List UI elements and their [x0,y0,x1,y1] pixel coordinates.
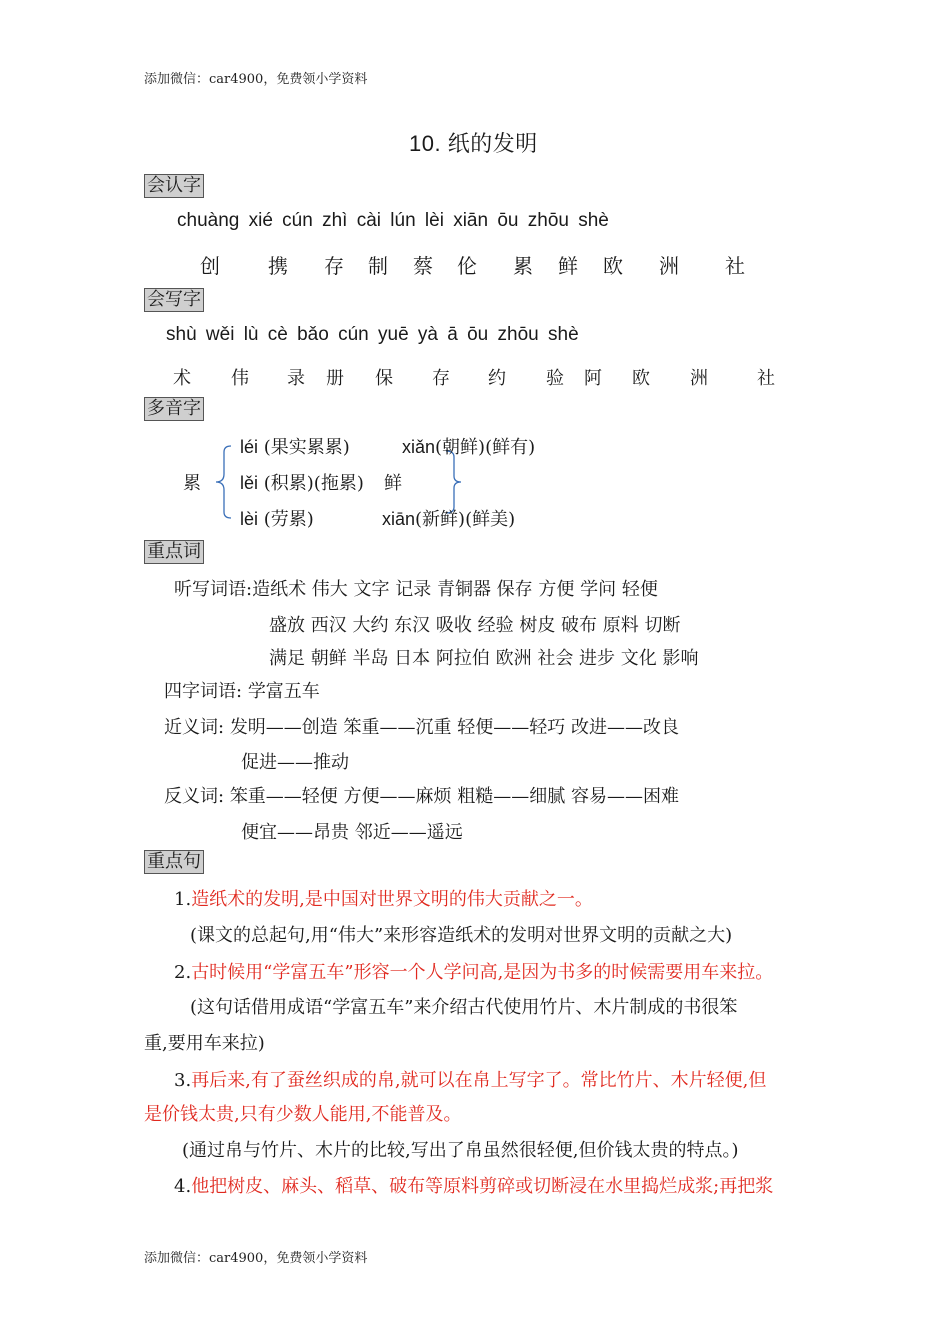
recognize-char: 存 [324,254,344,278]
synonym-words: 发明——创造 笨重——沉重 轻便——轻巧 改进——改良 [229,717,679,738]
write-char: 册 [326,368,344,389]
polyphone-reading [382,505,515,531]
sentence-note: (这句话借用成语“学富五车”来介绍古代使用竹片、木片制成的书很笨 [190,997,738,1018]
recognize-char: 欧 [603,254,623,278]
write-char: 欧 [632,368,650,389]
write-pinyin: shù wěi lù cè bǎo cún yuē yà ā ōu zhōu shè [166,324,579,345]
recognize-char: 累 [513,254,533,278]
reading-pinyin: xiǎn [402,437,436,457]
page-header: 添加微信：car4900，免费领小学资料 [144,72,368,87]
polyphone-reading [240,505,314,531]
key-sentence [174,1066,766,1092]
sentence-text: 再后来,有了蚕丝织成的帛,就可以在帛上写字了。常比竹片、木片轻便,但 [191,1070,767,1091]
page-footer: 添加微信：car4900，免费领小学资料 [144,1251,368,1266]
write-char: 社 [757,368,775,389]
recognize-char: 社 [725,254,745,278]
reading-pinyin: léi [240,437,259,457]
sentence-number: 3. [174,1070,192,1091]
idiom-label: 四字词语: [164,681,243,702]
dictation-words: 盛放 西汉 大约 东汉 吸收 经验 树皮 破布 原料 切断 [269,615,681,636]
write-char: 阿 [584,368,602,389]
synonym-line [164,713,679,739]
sentence-text: 造纸术的发明,是中国对世界文明的伟大贡献之一。 [191,889,593,910]
idiom-line [164,677,320,703]
dictation-line [174,575,658,601]
recognize-char: 伦 [457,254,477,278]
sentence-text: 古时候用“学富五车”形容一个人学问高,是因为书多的时候需要用车来拉。 [191,962,774,983]
sentence-note: (课文的总起句,用“伟大”来形容造纸术的发明对世界文明的贡献之大) [190,925,733,946]
sentence-number: 2. [174,962,192,983]
sentence-number: 1. [174,889,192,910]
section-tag-key-sentences: 重点句 [144,850,204,874]
write-char: 验 [546,368,564,389]
antonym-label: 反义词: [164,786,225,807]
polyphone-reading [402,433,535,459]
sentence-text: 他把树皮、麻头、稻草、破布等原料剪碎或切断浸在水里捣烂成浆;再把浆 [191,1176,774,1197]
sentence-number: 4. [174,1176,192,1197]
reading-pinyin: lèi [240,509,259,529]
dictation-words: 满足 朝鲜 半岛 日本 阿拉伯 欧洲 社会 进步 文化 影响 [269,648,699,669]
key-sentence [174,958,773,984]
page-title: 10. 纸的发明 [409,131,538,156]
polyphone-reading [240,433,350,459]
section-tag-polyphone: 多音字 [144,397,204,421]
reading-words: (劳累) [263,509,314,530]
polyphone-char-lei: 累 [183,473,201,494]
key-sentence [174,1172,773,1198]
antonym-words: 便宜——昂贵 邻近——遥远 [241,822,463,843]
reading-pinyin: lěi [240,473,259,493]
reading-words: (积累)(拖累) [263,473,364,494]
sentence-text: 是价钱太贵,只有少数人能用,不能普及。 [144,1104,462,1125]
section-tag-key-words: 重点词 [144,540,204,564]
reading-words: (新鲜)(鲜美) [415,509,516,530]
key-sentence [174,885,593,911]
reading-words: (果实累累) [263,437,350,458]
recognize-char: 洲 [659,254,679,278]
write-char: 术 [173,368,191,389]
write-char: 约 [488,368,506,389]
write-char: 录 [287,368,305,389]
reading-pinyin: xiān [382,509,416,529]
recognize-char: 鲜 [558,254,578,278]
write-char: 伟 [231,368,249,389]
write-char: 存 [432,368,450,389]
antonym-words: 笨重——轻便 方便——麻烦 粗糙——细腻 容易——困难 [229,786,679,807]
dictation-words: 造纸术 伟大 文字 记录 青铜器 保存 方便 学问 轻便 [252,579,658,600]
recognize-char: 制 [368,254,388,278]
dictation-label: 听写词语: [174,579,253,600]
write-char: 保 [375,368,393,389]
idiom-words: 学富五车 [247,681,320,702]
polyphone-char-xian: 鲜 [384,473,402,494]
recognize-char: 创 [200,254,220,278]
recognize-pinyin: chuàng xié cún zhì cài lún lèi xiān ōu zhōu shè [177,210,609,231]
synonym-words: 促进——推动 [241,752,349,773]
write-char: 洲 [690,368,708,389]
recognize-char: 携 [268,254,288,278]
polyphone-reading [240,469,364,495]
antonym-line [164,782,679,808]
sentence-note: 重,要用车来拉) [144,1033,265,1054]
sentence-note: (通过帛与竹片、木片的比较,写出了帛虽然很轻便,但价钱太贵的特点。) [182,1140,739,1161]
reading-words: (朝鲜)(鲜有) [435,437,536,458]
section-tag-recognize: 会认字 [144,174,204,198]
recognize-char: 蔡 [413,254,433,278]
section-tag-write: 会写字 [144,288,204,312]
synonym-label: 近义词: [164,717,225,738]
